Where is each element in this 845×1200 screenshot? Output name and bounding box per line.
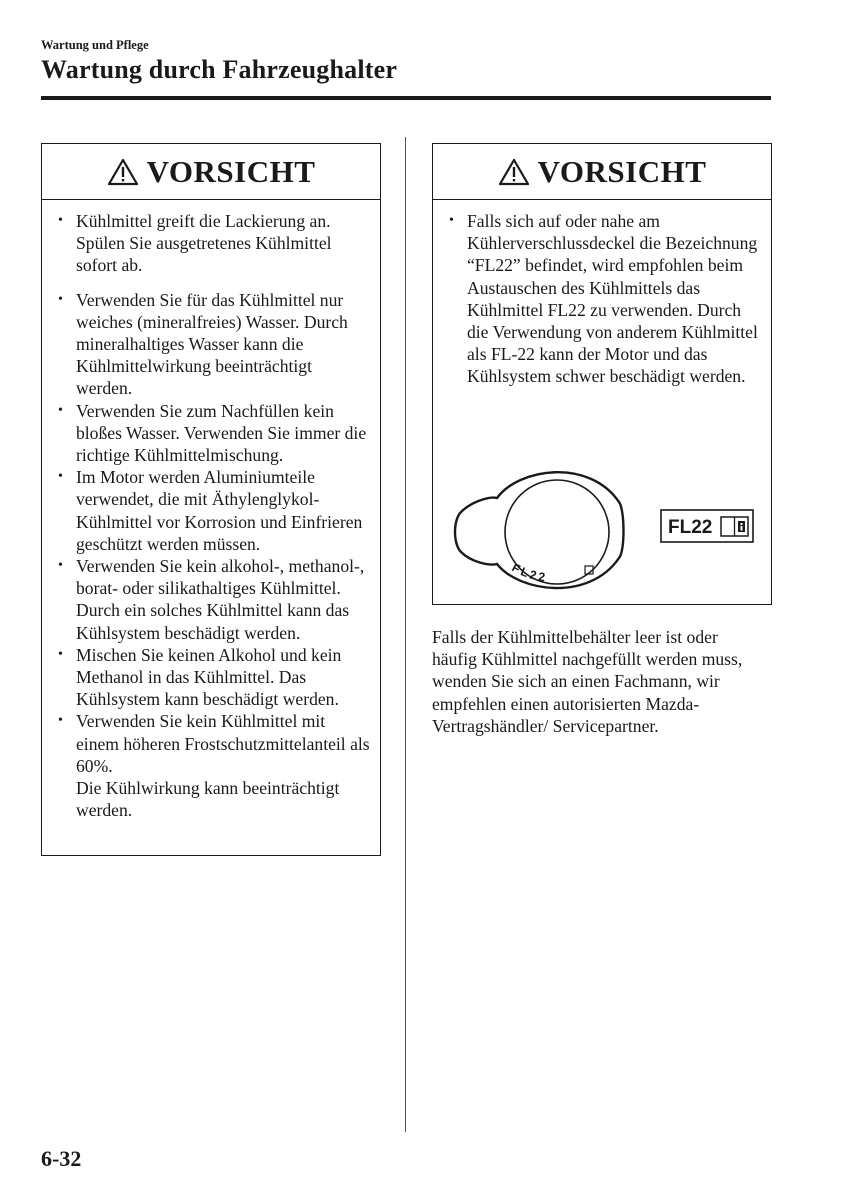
caution-header: [433, 144, 771, 200]
caution-header: [42, 144, 380, 200]
caution-item: • Mischen Sie keinen Alkohol und kein Methanol in das Kühlmittel. Das Kühlsystem kann beschädigt werden.: [58, 644, 372, 711]
column-divider: [405, 137, 406, 1132]
warning-triangle-icon: [498, 158, 530, 186]
caution-item: [58, 289, 372, 400]
caution-box-left: [41, 143, 381, 856]
caution-box-right: [432, 143, 772, 605]
page-title: Wartung durch Fahrzeughalter: [41, 55, 398, 84]
caution-heading: VORSICHT: [146, 153, 316, 189]
caution-list: [58, 210, 372, 821]
page-number: 6-32: [41, 1146, 82, 1171]
fl22-badge-label: FL22: [668, 517, 713, 538]
caution-list: [449, 210, 763, 388]
caution-item: • Falls sich auf oder nahe am Kühlerverschlussdeckel die Bezeichnung “FL22” befindet, wird empfohlen beim Austauschen des Kühlmittels das Kühlmittel FL22 zu verwenden. Durch die Verwendung von anderem Kühlmittel als FL-22 kann der Motor und das Kühlsystem schwer beschädigt werden.: [449, 210, 763, 388]
caution-item: • Verwenden Sie zum Nachfüllen kein bloßes Wasser. Verwenden Sie immer die richtige Kühlmittelmischung.: [58, 400, 372, 467]
cap-label: FL22: [509, 560, 549, 585]
caution-heading: VORSICHT: [537, 153, 707, 189]
caution-item: • Verwenden Sie kein Kühlmittel mit einem höheren Frostschutzmittelanteil als 60%. Die Kühlwirkung kann beeinträchtigt werden.: [58, 710, 372, 821]
section-label: Wartung und Pflege: [41, 38, 149, 52]
caution-item-text: Verwenden Sie für das Kühlmittel nur weiches (mineralfreies) Wasser. Durch mineralhaltiges Wasser kann die Kühlmittelwirkung beeinträchtigt werden.: [76, 289, 348, 399]
warning-triangle-icon: [107, 158, 139, 186]
title-rule: [41, 96, 771, 100]
manual-book-icon: [721, 517, 748, 536]
caution-item: • Kühlmittel greift die Lackierung an. Spülen Sie ausgetretenes Kühlmittel sofort ab.: [58, 210, 372, 277]
coolant-reservoir-note: Falls der Kühlmittelbehälter leer ist oder häufig Kühlmittel nachgefüllt werden muss, wenden Sie sich an einen Fachmann, wir empfehlen einen autorisierten Mazda-Vertragshändler/ Servicepartner.: [432, 627, 743, 736]
caution-item: • Verwenden Sie kein alkohol-, methanol-, borat- oder silikathaltiges Kühlmittel. Durch ein solches Kühlmittel kann das Kühlsystem beschädigt werden.: [58, 555, 372, 644]
caution-item: • Im Motor werden Aluminiumteile verwendet, die mit Äthylenglykol-Kühlmittel vor Korrosion und Einfrieren geschützt werden müssen.: [58, 466, 372, 555]
radiator-cap-illustration: [449, 462, 759, 592]
